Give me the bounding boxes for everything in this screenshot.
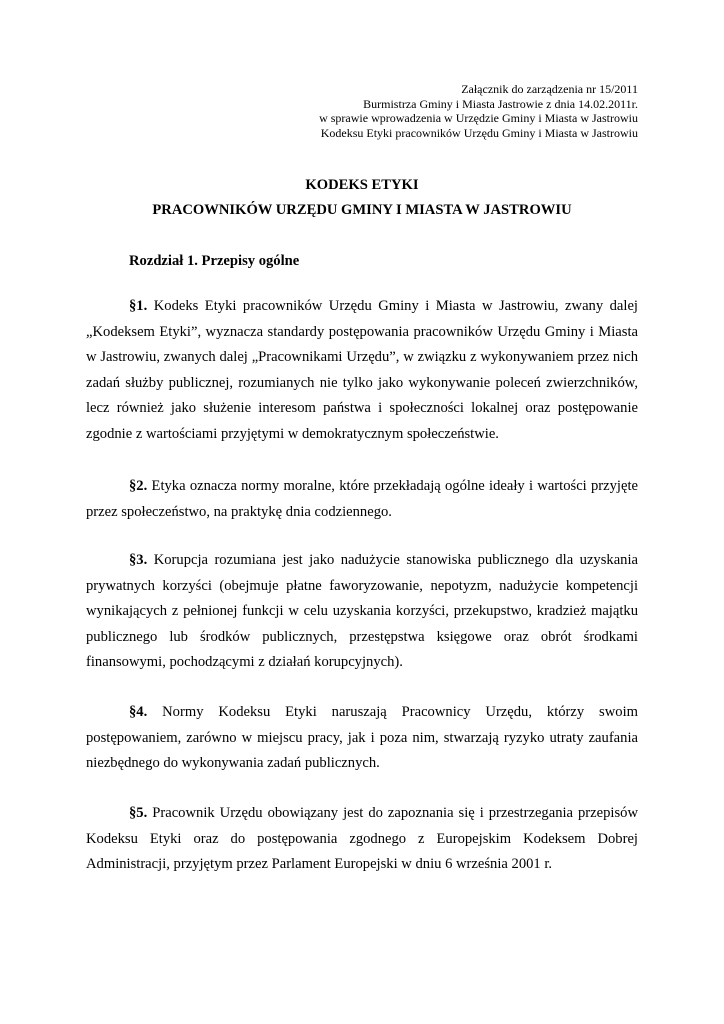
paragraph-text: Etyka oznacza normy moralne, które przekładają ogólne ideały i wartości przyjęte przez społeczeństwo, na praktykę dnia codziennego. <box>86 478 638 520</box>
paragraph-number: §1. <box>129 298 148 314</box>
annex-note <box>319 82 638 140</box>
paragraph-number: §5. <box>129 805 148 821</box>
paragraph-text: Pracownik Urzędu obowiązany jest do zapoznania się i przestrzegania przepisów Kodeksu Etyki oraz do postępowania zgodnego z Europejskim Kodeksem Dobrej Administracji, przyjętym przez Parlament Europejski w dniu 6 września 2001 r. <box>86 805 638 872</box>
paragraph-number: §4. <box>129 704 148 720</box>
paragraph-text: Korupcja rozumiana jest jako nadużycie stanowiska publicznego dla uzyskania prywatnych korzyści (obejmuje płatne faworyzowanie, nepotyzm, nadużycie kompetencji wynikających z pełnionej funkcji w celu uzyskania korzyści, przekupstwo, kradzież majątku publicznego lub środków publicznych, przestępstwa księgowe oraz obrót środkami finansowymi, pochodzącymi z działań korupcyjnych). <box>86 552 638 670</box>
document-subtitle: PRACOWNIKÓW URZĘDU GMINY I MIASTA W JASTROWIU <box>152 202 572 218</box>
paragraph-number: §2. <box>129 478 148 494</box>
paragraph-1 <box>86 294 638 447</box>
paragraph-4 <box>86 700 638 777</box>
annex-note-line: Kodeksu Etyki pracowników Urzędu Gminy i Miasta w Jastrowiu <box>320 125 638 140</box>
annex-note-line: Załącznik do zarządzenia nr 15/2011 <box>461 82 638 96</box>
paragraph-number: §3. <box>129 552 148 568</box>
paragraph-2 <box>86 474 638 525</box>
paragraph-text: Normy Kodeksu Etyki naruszają Pracownicy Urzędu, którzy swoim postępowaniem, zarówno w miejscu pracy, jak i poza nim, stwarzają ryzyko utraty zaufania niezbędnego do wykonywania zadań publicznych. <box>86 704 638 771</box>
paragraph-3 <box>86 548 638 676</box>
annex-note-line: Burmistrza Gminy i Miasta Jastrowie z dnia 14.02.2011r. <box>363 96 638 111</box>
annex-note-line: w sprawie wprowadzenia w Urzędzie Gminy i Miasta w Jastrowiu <box>319 111 638 125</box>
chapter-heading: Rozdział 1. Przepisy ogólne <box>129 253 300 269</box>
paragraph-5 <box>86 801 638 878</box>
paragraph-text: Kodeks Etyki pracowników Urzędu Gminy i Miasta w Jastrowiu, zwany dalej „Kodeksem Etyki”, wyznacza standardy postępowania pracowników Urzędu Gminy i Miasta w Jastrowiu, zwanych dalej „Pracownikami Urzędu”, w związku z wykonywaniem przez nich zadań służby publicznej, rozumianych nie tylko jako wykonywanie poleceń zwierzchników, lecz również jako służenie interesom państwa i społeczności lokalnej oraz postępowanie zgodnie z wartościami przyjętymi w demokratycznym społeczeństwie. <box>86 298 638 442</box>
document-title: KODEKS ETYKI <box>305 177 419 193</box>
